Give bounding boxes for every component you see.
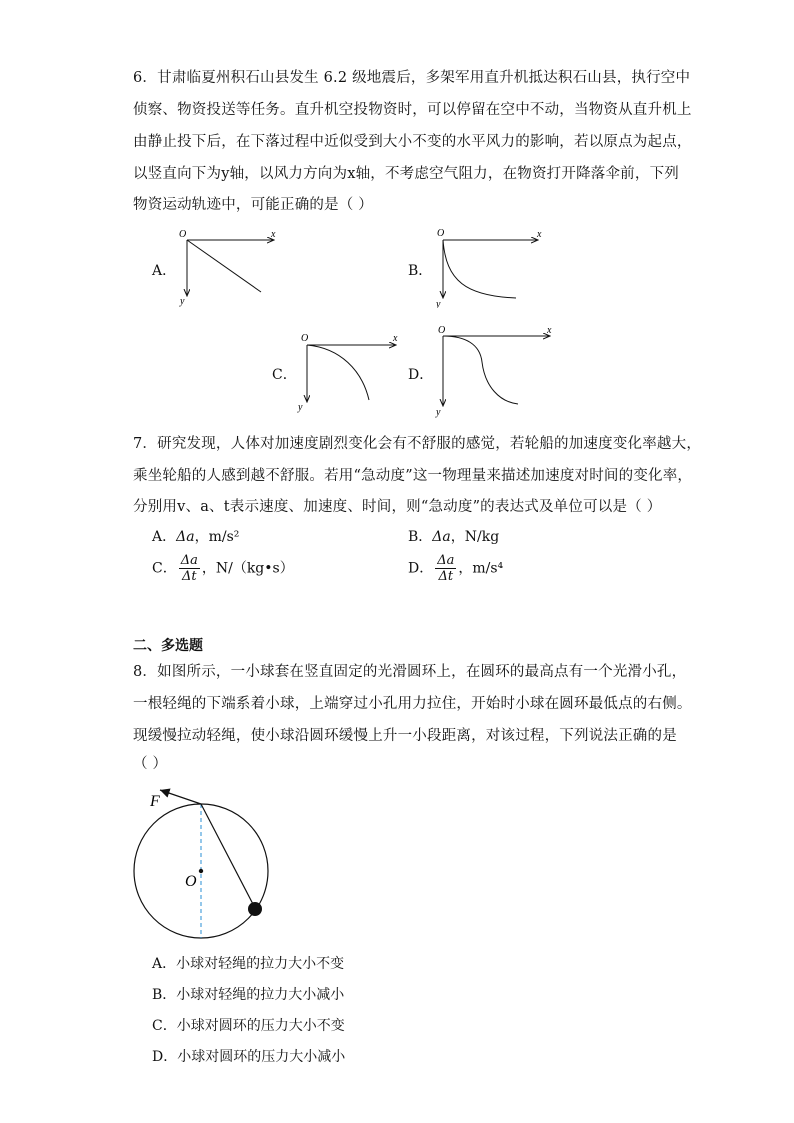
q8-option-c: C．小球对圆环的压力大小不变: [152, 1018, 345, 1034]
x-axis-label: x: [547, 325, 552, 336]
y-axis-label: y: [298, 402, 303, 413]
q8-line-1: 8．如图所示，一小球套在竖直固定的光滑圆环上，在圆环的最高点有一个光滑小孔，: [133, 664, 687, 680]
q6-line-1: 6．甘肃临夏州积石山县发生 6.2 级地震后，多架军用直升机抵达积石山县，执行空中: [133, 70, 691, 86]
origin-label: O: [437, 228, 445, 239]
q7-option-b-unit: ，N/kg: [450, 529, 500, 545]
q6-graph-c: [290, 330, 406, 414]
q6-line-5: 物资运动轨迹中，可能正确的是（ ）: [133, 197, 374, 213]
q8-ring-figure: [130, 782, 280, 942]
trajectory-line: [187, 240, 261, 292]
center-point: [199, 869, 203, 873]
q7-option-a-expr: Δa: [176, 529, 195, 545]
q7-option-b: [408, 526, 499, 546]
origin-label: O: [179, 229, 187, 240]
q7-line-3: 分别用v、a、t表示速度、加速度、时间，则“急动度”的表达式及单位可以是（ ）: [133, 499, 662, 515]
x-axis-label: x: [537, 229, 542, 240]
q7-option-d: [408, 553, 503, 584]
q8-line-2: 一根轻绳的下端系着小球，上端穿过小孔用力拉住，开始时小球在圆环最低点的右侧。: [133, 696, 692, 712]
q6-line-2: 侦察、物资投送等任务。直升机空投物资时，可以停留在空中不动，当物资从直升机上: [133, 102, 692, 118]
y-axis-label: y: [436, 407, 441, 418]
q6-graph-d: [430, 322, 560, 418]
q7-option-c-fraction: [179, 553, 200, 584]
q7-option-d-numerator: Δa: [437, 553, 455, 568]
q7-option-d-label: D．: [408, 560, 434, 577]
q7-option-b-expr: Δa: [432, 529, 451, 545]
q7-line-1: 7．研究发现，人体对加速度剧烈变化会有不舒服的感觉，若轮船的加速度变化率越大，: [133, 436, 702, 452]
section-title-multi-choice: 二、多选题: [133, 638, 203, 654]
q6-option-b-label: B．: [408, 263, 433, 279]
q6-option-a-label: A．: [152, 263, 177, 279]
rope: [201, 804, 255, 908]
q6-option-d-label: D．: [408, 367, 434, 383]
q6-graph-b: [426, 226, 550, 308]
q7-option-b-label: B．: [408, 529, 433, 545]
force-arrow: [160, 790, 201, 804]
q8-line-3: 现缓慢拉动轻绳，使小球沿圆环缓慢上升一小段距离，对该过程，下列说法正确的是: [133, 728, 677, 744]
trajectory-curve: [443, 336, 518, 404]
q7-option-c: [152, 553, 294, 584]
q6-graph-a: [170, 226, 280, 308]
origin-label: O: [301, 333, 309, 344]
q7-option-d-unit: ，m/s⁴: [458, 560, 504, 577]
trajectory-curve: [443, 240, 516, 298]
q8-line-4: （ ）: [133, 756, 168, 772]
q8-option-a: A．小球对轻绳的拉力大小不变: [152, 956, 345, 972]
ball: [248, 902, 262, 916]
q7-option-a-label: A．: [152, 529, 177, 545]
q6-line-3: 由静止投下后，在下落过程中近似受到大小不变的水平风力的影响，若以原点为起点，: [133, 134, 692, 150]
origin-label: O: [438, 325, 446, 336]
q7-option-c-denominator: Δt: [181, 569, 197, 584]
y-axis-label: y: [436, 299, 441, 308]
q7-option-a-unit: ，m/s²: [194, 529, 240, 545]
force-label: F: [150, 793, 160, 810]
q8-option-d: D．小球对圆环的压力大小减小: [152, 1049, 346, 1065]
x-axis-label: x: [393, 333, 398, 344]
q7-option-a: [152, 526, 239, 546]
q7-option-d-fraction: [435, 553, 456, 584]
q7-line-2: 乘坐轮船的人感到越不舒服。若用“急动度”这一物理量来描述加速度对时间的变化率，: [133, 468, 693, 484]
q7-option-c-label: C．: [152, 560, 177, 577]
x-axis-label: x: [271, 229, 276, 240]
center-label: O: [185, 873, 197, 890]
q7-option-c-unit: ，N/（kg•s）: [201, 560, 294, 577]
trajectory-curve: [307, 345, 369, 400]
y-axis-label: y: [180, 296, 185, 307]
q6-option-c-label: C．: [272, 367, 297, 383]
q7-option-c-numerator: Δa: [180, 553, 198, 568]
q8-option-b: B．小球对轻绳的拉力大小减小: [152, 987, 345, 1003]
q7-option-d-denominator: Δt: [438, 569, 454, 584]
q6-line-4: 以竖直向下为y轴，以风力方向为x轴，不考虑空气阻力，在物资打开降落伞前，下列: [133, 166, 679, 182]
